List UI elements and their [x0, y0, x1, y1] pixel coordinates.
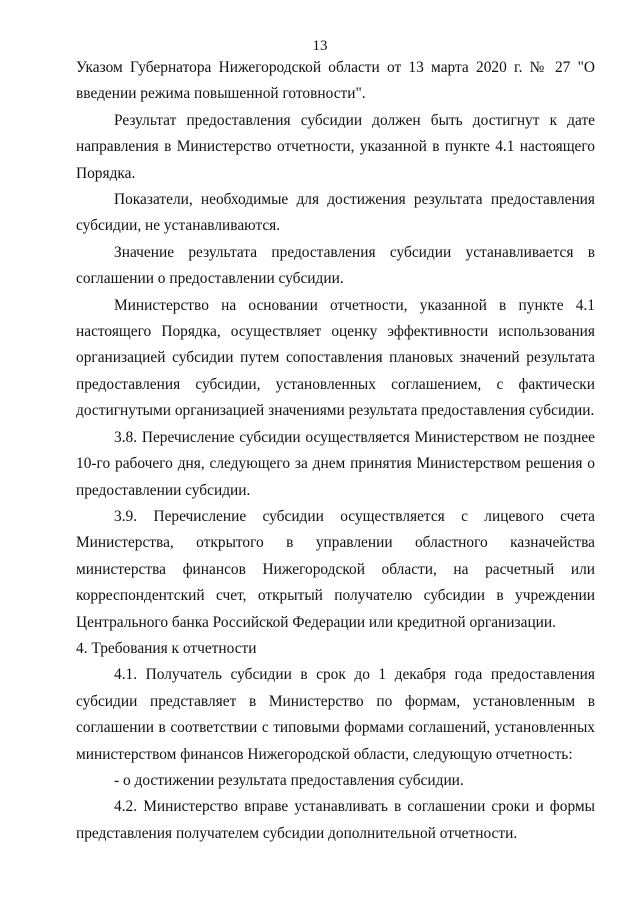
paragraph-result-deadline: Результат предоставления субсидии должен быть достигнут к дате направления в Министерство отчетности, указанной в пункте 4.1 настоящего Порядка. [76, 111, 595, 182]
paragraph-result-value: Значение результата предоставления субсидии устанавливается в соглашении о предоставлении субсидии. [76, 243, 595, 288]
page-number: 13 [312, 38, 328, 54]
paragraph-4-2: 4.2. Министерство вправе устанавливать в соглашении сроки и формы представления получателем субсидии дополнительной отчетности. [76, 798, 595, 842]
paragraph-3-8: 3.8. Перечисление субсидии осуществляется Министерством не позднее 10-го рабочего дня, следующего за днем принятия Министерством решения о предоставлении субсидии. [76, 428, 595, 499]
paragraph-indicators: Показатели, необходимые для достижения результата предоставления субсидии, не устанавливаются. [76, 191, 595, 235]
paragraph-4-1-item: - о достижении результата предоставления субсидии. [114, 771, 464, 789]
paragraph-decree-reference: Указом Губернатора Нижегородской области от 13 марта 2020 г. № 27 "О введении режима повышенной готовности". [76, 59, 595, 103]
paragraph-4-1: 4.1. Получатель субсидии в срок до 1 декабря года предоставления субсидии представляет в Министерство по формам, установленным в соглашении в соответствии с типовыми формами соглашений, установленных министерством финансов Нижегородской области, следующую отчетность: [76, 666, 595, 763]
document-body [76, 55, 595, 847]
paragraph-efficiency-assessment: Министерство на основании отчетности, указанной в пункте 4.1 настоящего Порядка, осуществляет оценку эффективности использования организацией субсидии путем сопоставления плановых значений результата предоставления субсидии, установленных соглашением, с фактически достигнутыми организацией значениями результата предоставления субсидии. [76, 296, 595, 420]
paragraph-3-9: 3.9. Перечисление субсидии осуществляется с лицевого счета Министерства, открытого в управлении областного казначейства министерства финансов Нижегородской области, на расчетный или корреспондентский счет, открытый получателю субсидии в учреждении Центрального банка Российской Федерации или кредитной организации. [76, 507, 595, 631]
section-heading-reporting: 4. Требования к отчетности [76, 639, 257, 657]
